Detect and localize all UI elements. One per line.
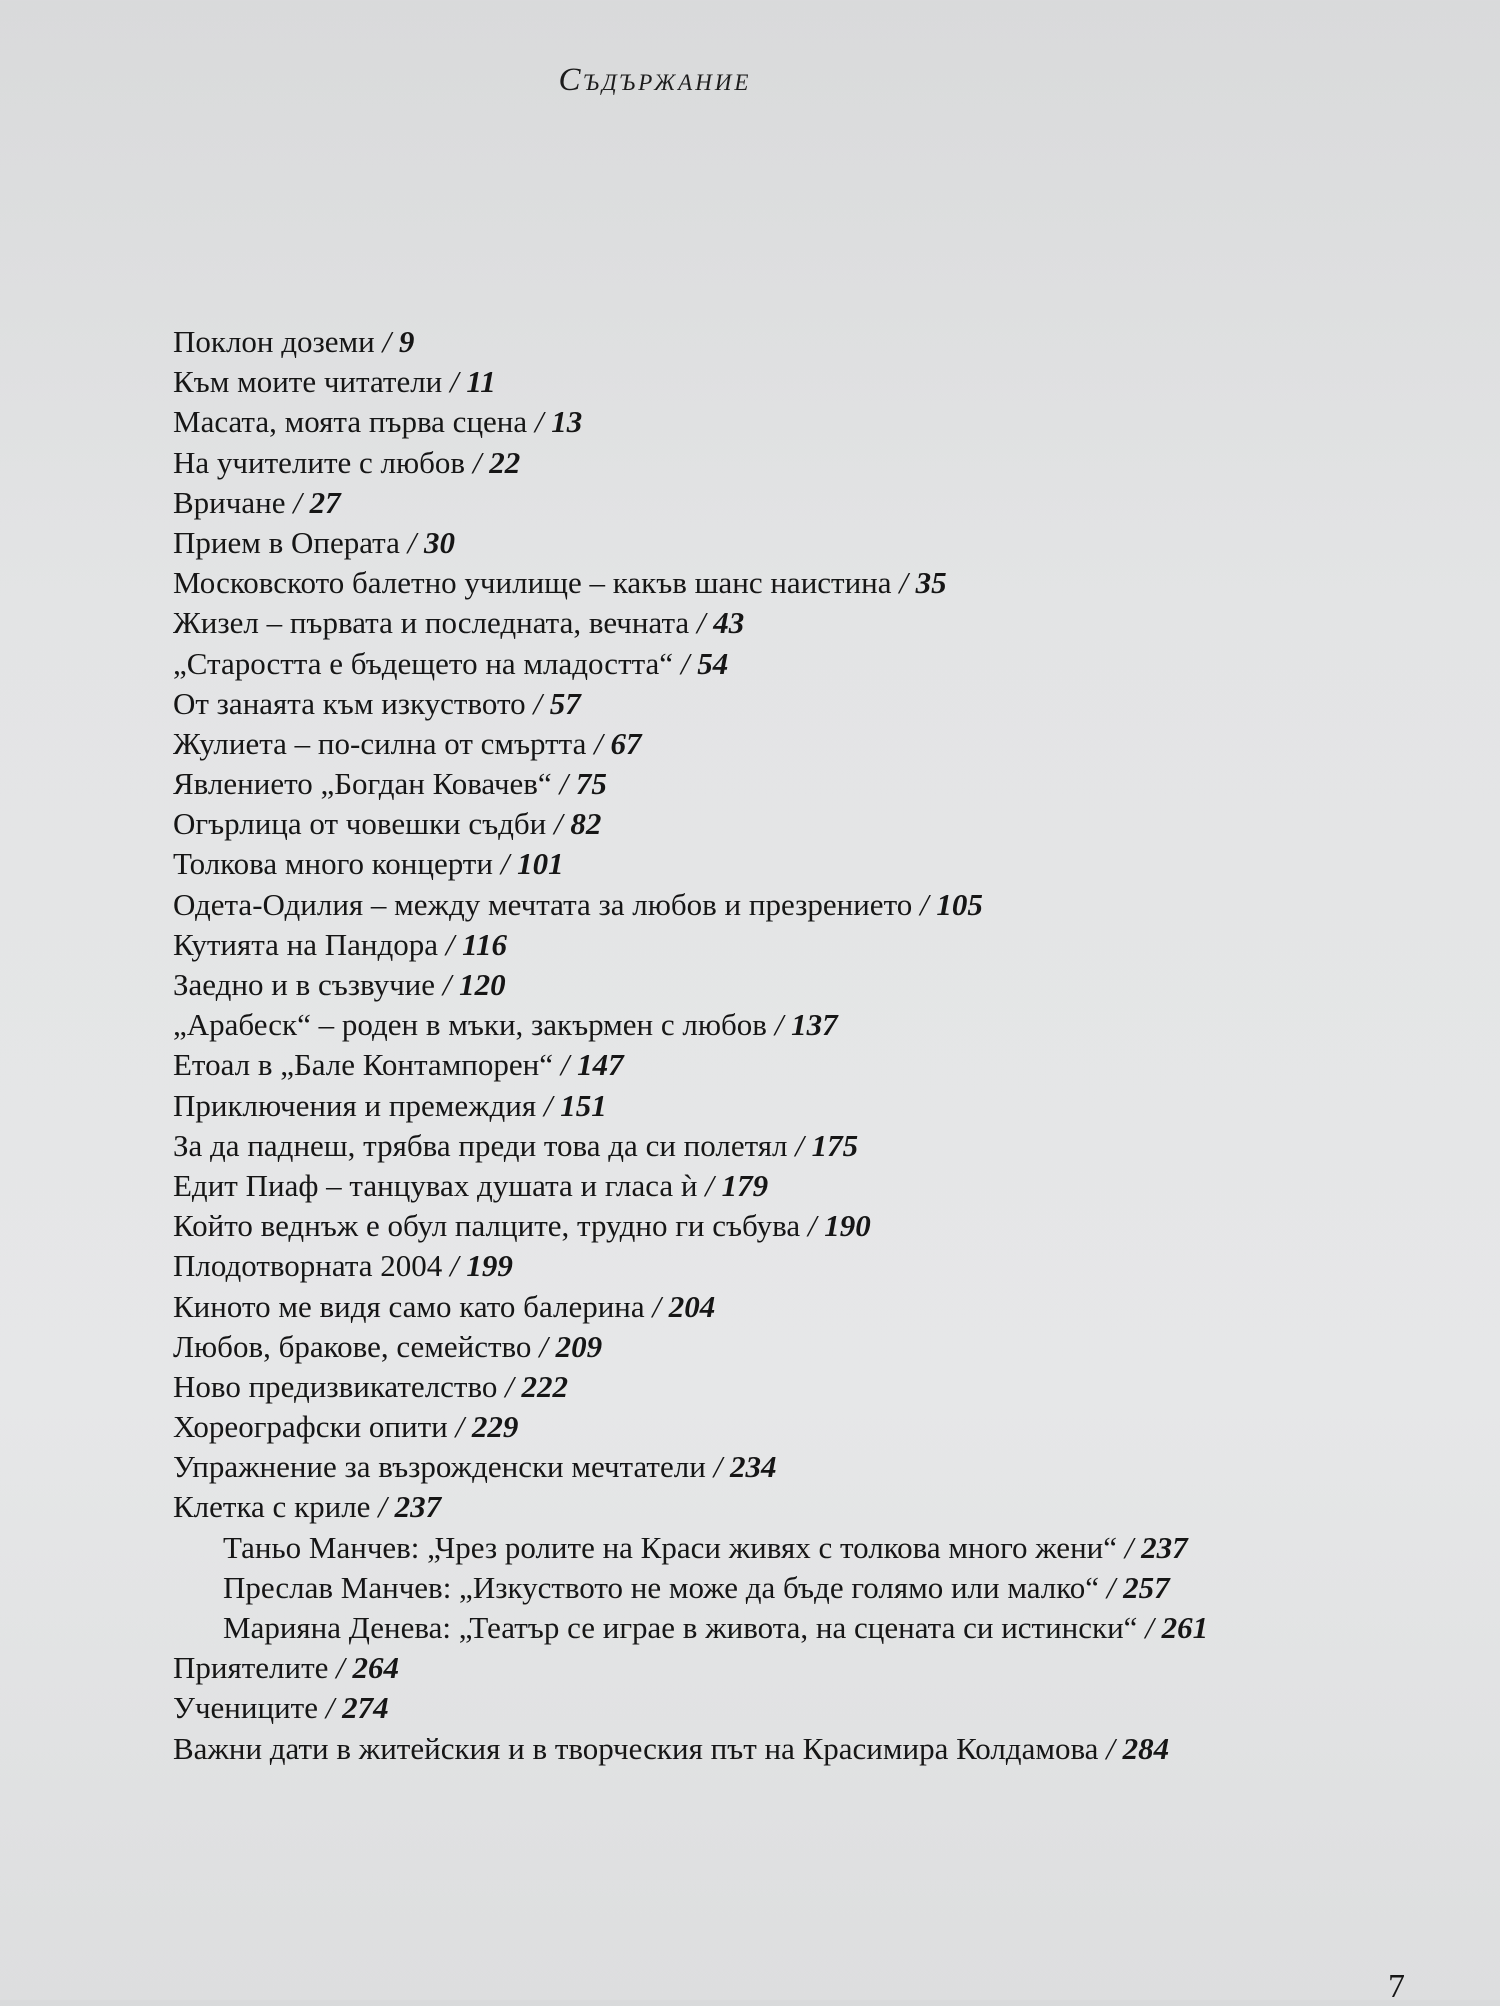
toc-sub-entry (173, 1568, 1413, 1608)
toc-entry-title: Който веднъж е обул палците, трудно ги събува (173, 1208, 801, 1244)
toc-separator: / (553, 1047, 578, 1083)
toc-entry-title: Към моите читатели (173, 364, 443, 400)
toc-sub-entry (173, 1528, 1413, 1568)
toc-separator: / (525, 685, 550, 721)
toc-entry-title: Приятелите (173, 1650, 329, 1686)
toc-sub-entry-title: Марияна Денева: „Театър се играе в живота, на сцената си истински“ (223, 1610, 1138, 1645)
toc-separator: / (766, 1007, 792, 1043)
toc-entry (173, 1487, 1413, 1527)
toc-entry-title: Етоал в „Бале Контампорен“ (173, 1047, 554, 1083)
toc-entry-title: Жизел – първата и последната, вечната (173, 605, 690, 641)
toc-separator: / (705, 1449, 730, 1485)
toc-separator: / (399, 524, 424, 560)
toc-entry-page: 137 (791, 1007, 838, 1043)
toc-sub-entry-page: 257 (1123, 1569, 1170, 1605)
toc-entry-page: 222 (521, 1368, 569, 1404)
toc-entry-title: Приключения и премеждия (173, 1087, 537, 1123)
toc-entry-title: Киното ме видя само като балерина (173, 1288, 645, 1324)
toc-entry-page: 120 (459, 967, 506, 1002)
toc-entry-title: Московското балетно училище – какъв шанс наистина (173, 565, 892, 601)
toc-entry-title: От занаята към изкуството (173, 685, 526, 721)
toc-separator: / (787, 1127, 812, 1163)
toc-entry-page: 22 (489, 444, 521, 480)
toc-separator: / (442, 1248, 467, 1284)
toc-entry (173, 1688, 1413, 1728)
toc-sub-entry (173, 1608, 1413, 1648)
toc-entry-title: Хореографски опити (173, 1409, 448, 1445)
toc-entry (173, 603, 1413, 643)
toc-separator: / (465, 444, 490, 480)
toc-separator: / (370, 1489, 395, 1525)
toc-entry-page: 229 (471, 1409, 519, 1445)
table-of-contents (173, 322, 1413, 1769)
toc-entry-page: 30 (424, 524, 455, 560)
toc-entry-title: Едит Пиаф – танцувах душата и гласа ѝ (173, 1167, 698, 1203)
toc-entry-title: „Старостта е бъдещето на младостта“ (173, 645, 674, 681)
toc-entry (173, 684, 1413, 724)
toc-entry (173, 1126, 1413, 1166)
toc-entry-page: 151 (560, 1087, 607, 1123)
toc-entry-page: 82 (570, 806, 602, 842)
toc-sub-entry-title: Таньо Манчев: „Чрез ролите на Краси живях с толкова много жени“ (223, 1529, 1118, 1565)
toc-entry-title: Важни дати в житейския и в творческия път на Красимира Колдамова (173, 1730, 1099, 1766)
toc-entry (173, 1729, 1413, 1769)
toc-entry (173, 362, 1413, 402)
toc-separator: / (546, 806, 571, 842)
toc-entry-title: Клетка с криле (173, 1489, 371, 1525)
toc-entry-title: Толкова много концерти (173, 846, 493, 882)
toc-separator: / (492, 846, 518, 882)
toc-separator: / (374, 324, 399, 359)
toc-separator: / (1137, 1610, 1162, 1645)
toc-separator: / (536, 1087, 561, 1123)
toc-entry-page: 237 (394, 1489, 442, 1525)
toc-separator: / (1099, 1569, 1124, 1605)
toc-entry (173, 322, 1413, 362)
toc-entry (173, 1005, 1413, 1045)
toc-entry-title: Вричане (173, 484, 286, 520)
toc-entry-title: Заедно и в съзвучие (173, 967, 436, 1002)
toc-entry (173, 1648, 1413, 1688)
toc-entry (173, 844, 1413, 884)
toc-entry-page: 284 (1122, 1730, 1170, 1766)
toc-entry-title: Огърлица от човешки съдби (173, 806, 547, 842)
toc-separator: / (673, 645, 698, 681)
toc-entry-page: 274 (342, 1690, 389, 1726)
toc-entry-page: 264 (352, 1650, 400, 1686)
toc-separator: / (531, 1328, 556, 1364)
toc-entry-title: „Арабеск“ – роден в мъки, закърмен с любов (173, 1007, 767, 1043)
toc-entry-page: 35 (915, 565, 947, 601)
toc-separator: / (1098, 1730, 1123, 1766)
toc-separator: / (586, 725, 611, 761)
toc-entry (173, 563, 1413, 603)
toc-entry-title: Упражнение за възрожденски мечтатели (173, 1449, 706, 1485)
toc-entry (173, 965, 1413, 1005)
toc-entry-page: 175 (811, 1127, 859, 1163)
toc-separator: / (697, 1167, 722, 1203)
toc-entry-page: 234 (729, 1449, 777, 1485)
toc-separator: / (317, 1690, 343, 1726)
toc-entry-page: 209 (555, 1328, 603, 1364)
toc-entry (173, 1246, 1413, 1286)
toc-entry-page: 204 (668, 1288, 716, 1324)
toc-entry (173, 885, 1413, 925)
toc-entry-title: Прием в Операта (173, 524, 400, 560)
toc-entry-page: 57 (549, 685, 581, 721)
toc-entry (173, 1166, 1413, 1206)
toc-separator: / (285, 484, 310, 520)
toc-entry (173, 1206, 1413, 1246)
toc-entry-page: 43 (713, 605, 745, 641)
toc-separator: / (800, 1208, 825, 1244)
toc-entry-page: 105 (936, 886, 983, 922)
toc-entry (173, 724, 1413, 764)
toc-entry-page: 179 (721, 1167, 769, 1203)
toc-entry (173, 1447, 1413, 1487)
toc-entry-title: Одета-Одилия – между мечтата за любов и презрението (173, 886, 913, 922)
toc-entry-page: 75 (575, 766, 607, 802)
toc-separator: / (435, 967, 460, 1002)
toc-entry (173, 644, 1413, 684)
toc-entry (173, 1287, 1413, 1327)
toc-entry-title: Явлението „Богдан Ковачев“ (173, 766, 552, 802)
toc-entry-page: 13 (551, 404, 583, 440)
toc-separator: / (891, 565, 916, 601)
toc-separator: / (1117, 1529, 1142, 1565)
toc-entry-title: Кутията на Пандора (173, 926, 439, 962)
toc-sub-entry-page: 237 (1141, 1529, 1188, 1565)
toc-entry (173, 1327, 1413, 1367)
toc-entry (173, 1367, 1413, 1407)
toc-separator: / (438, 926, 463, 962)
toc-entry (173, 443, 1413, 483)
toc-separator: / (328, 1650, 353, 1686)
toc-entry-page: 67 (610, 725, 642, 761)
toc-entry-page: 54 (697, 645, 729, 681)
toc-entry (173, 764, 1413, 804)
toc-entry-title: Учениците (173, 1690, 318, 1726)
toc-separator: / (689, 605, 714, 641)
toc-entry (173, 1086, 1413, 1126)
toc-entry (173, 523, 1413, 563)
toc-entry-title: Плодотворната 2004 (173, 1248, 443, 1284)
toc-entry-page: 190 (824, 1208, 871, 1244)
toc-entry (173, 1045, 1413, 1085)
toc-entry-title: Масата, моята първа сцена (173, 404, 528, 440)
toc-separator: / (497, 1368, 522, 1404)
toc-separator: / (644, 1288, 669, 1324)
toc-separator: / (447, 1409, 472, 1445)
toc-sub-entry-page: 261 (1161, 1610, 1209, 1645)
toc-separator: / (551, 766, 576, 802)
toc-entry-title: На учителите с любов (173, 444, 466, 480)
toc-entry (173, 1407, 1413, 1447)
toc-entry (173, 925, 1413, 965)
toc-entry-title: Поклон доземи (173, 324, 375, 359)
toc-entry-page: 147 (577, 1047, 624, 1083)
toc-entry-page: 101 (517, 846, 564, 882)
toc-entry-page: 11 (466, 364, 496, 400)
toc-entry-title: Ново предизвикателство (173, 1368, 498, 1404)
toc-separator: / (527, 404, 552, 440)
toc-entry (173, 402, 1413, 442)
toc-entry-title: За да паднеш, трябва преди това да си полетял (173, 1127, 788, 1163)
toc-entry (173, 483, 1413, 523)
toc-separator: / (442, 364, 467, 400)
toc-separator: / (912, 886, 937, 922)
page-number: 7 (1388, 1968, 1405, 2005)
toc-entry-page: 116 (462, 926, 507, 962)
toc-entry-title: Жулиета – по-силна от смъртта (173, 725, 587, 761)
toc-sub-entry-title: Преслав Манчев: „Изкуството не може да бъде голямо или малко“ (223, 1569, 1100, 1605)
contents-heading: Съдържание (558, 62, 752, 98)
toc-entry-page: 9 (398, 324, 415, 359)
toc-entry-title: Любов, бракове, семейство (173, 1328, 532, 1364)
toc-entry-page: 27 (309, 484, 341, 520)
toc-entry (173, 804, 1413, 844)
toc-entry-page: 199 (466, 1248, 513, 1284)
